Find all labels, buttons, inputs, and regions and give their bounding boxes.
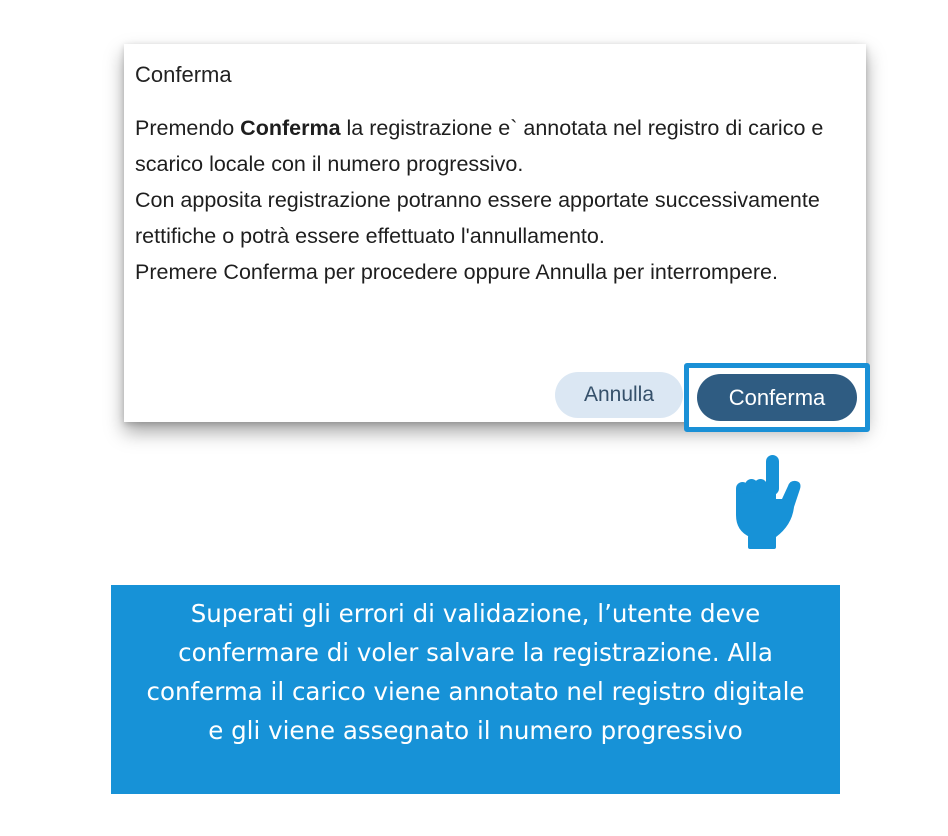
cancel-button[interactable]: Annulla: [555, 372, 683, 418]
dialog-paragraph-instructions: Premere Conferma per procedere oppure Annulla per interrompere.: [135, 260, 778, 284]
dialog-body: [135, 110, 855, 290]
dialog-paragraph-intro: [135, 110, 855, 182]
intro-bold-confirm: Conferma: [240, 116, 341, 140]
confirm-button[interactable]: Conferma: [697, 374, 857, 421]
dialog-paragraph-rectify: Con apposita registrazione potranno essere apportate successivamente rettifiche o potrà essere effettuato l'annullamento.: [135, 188, 820, 248]
instruction-callout: Superati gli errori di validazione, l’utente deve confermare di voler salvare la registrazione. Alla conferma il carico viene annotato nel registro digitale e gli viene assegnato il numero progressivo: [111, 585, 840, 794]
intro-suffix: la registrazione e` annotata nel registro di carico e scarico locale con il numero progressivo.: [135, 116, 824, 176]
dialog-title: Conferma: [135, 62, 232, 87]
confirm-button-highlight: [684, 363, 870, 432]
intro-prefix: Premendo: [135, 116, 241, 140]
confirm-dialog: [124, 44, 866, 422]
pointing-hand-icon: [728, 455, 806, 549]
